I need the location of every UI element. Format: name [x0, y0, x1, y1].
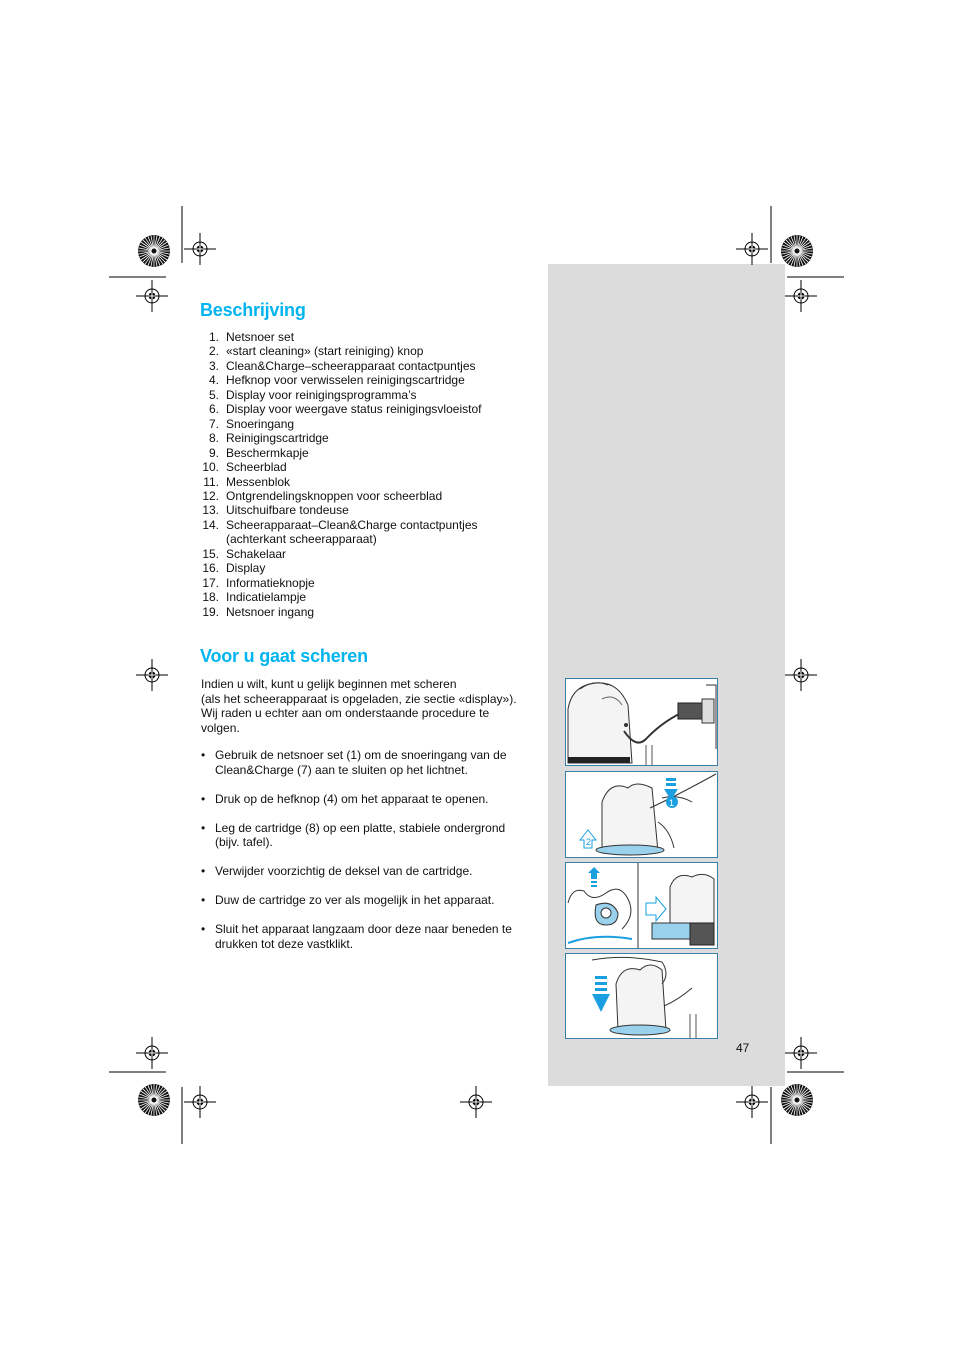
parts-list-item	[200, 402, 481, 416]
instruction-line: • Verwijder voorzichtig de deksel van de cartridge.	[215, 864, 473, 878]
instruction-item	[201, 864, 535, 879]
intro-line: Indien u wilt, kunt u gelijk beginnen met scheren	[201, 677, 457, 691]
instruction-line: Clean&Charge (7) aan te sluiten op het lichtnet.	[215, 762, 468, 777]
instruction-item	[201, 922, 535, 951]
item-number: 18.	[202, 590, 219, 605]
item-text: «start cleaning» (start reiniging) knop	[226, 344, 424, 359]
instruction-line: • Leg de cartridge (8) op een platte, stabiele ondergrond	[215, 820, 506, 835]
step-label-2: 2	[586, 837, 592, 847]
item-text: Schakelaar	[226, 546, 287, 561]
instruction-item	[201, 792, 535, 807]
parts-list-item	[200, 590, 481, 604]
instruction-line: • Duw de cartridge zo ver als mogelijk in het apparaat.	[215, 893, 495, 907]
item-text: Hefknop voor verwisselen reinigingscartridge	[226, 373, 465, 388]
instruction-line: drukken tot deze vastklikt.	[215, 936, 354, 951]
instruction-item	[201, 893, 535, 908]
illustration-close-device	[566, 954, 717, 1038]
illustration-open-device	[566, 772, 717, 857]
parts-list-item	[200, 532, 481, 546]
instruction-line: • Gebruik de netsnoer set (1) om de snoeringang van de	[215, 748, 507, 762]
parts-list-item	[200, 431, 481, 445]
intro-line: (als het scheerapparaat is opgeladen, zie sectie «display»).	[201, 691, 517, 706]
parts-list-item	[200, 373, 481, 387]
item-text: Reinigingscartridge	[226, 431, 329, 446]
item-number: 12.	[202, 488, 219, 503]
item-number: 10.	[202, 460, 219, 475]
item-text: Display voor reinigingsprogramma’s	[226, 387, 417, 402]
item-text: Netsnoer set	[226, 330, 295, 344]
instruction-line: • Sluit het apparaat langzaam door deze naar beneden te	[215, 922, 512, 936]
instruction-item	[201, 821, 535, 850]
figure-close-device	[565, 953, 718, 1039]
item-number: 14.	[202, 517, 219, 532]
instruction-list	[201, 748, 535, 966]
instruction-line: (bijv. tafel).	[215, 835, 273, 849]
item-text: Informatieknopje	[226, 575, 315, 590]
item-number: 1.	[208, 330, 219, 344]
item-number: 19.	[202, 604, 219, 619]
instruction-item	[201, 748, 535, 777]
illustration-connect-cord	[566, 679, 717, 765]
item-text: Indicatielampje	[226, 590, 307, 605]
parts-list-item	[200, 518, 481, 532]
parts-list	[200, 330, 481, 619]
item-text: Clean&Charge–scheerapparaat contactpuntjes	[226, 358, 476, 373]
item-number: 2.	[208, 344, 219, 359]
item-number: 7.	[208, 416, 219, 431]
item-text: Ontgrendelingsknoppen voor scheerblad	[226, 488, 443, 503]
instruction-line: • Druk op de hefknop (4) om het apparaat te openen.	[215, 791, 489, 806]
intro-line: Wij raden u echter aan om onderstaande procedure te	[201, 706, 490, 720]
item-text: Display voor weergave status reinigingsvloeistof	[226, 402, 482, 417]
item-number: 17.	[202, 575, 219, 590]
figure-insert-cartridge	[565, 862, 718, 949]
parts-list-item	[200, 489, 481, 503]
item-number: 9.	[208, 445, 219, 460]
section-title-voor-u-gaat-scheren: Voor u gaat scheren	[200, 646, 368, 666]
parts-list-item	[200, 576, 481, 590]
parts-list-item	[200, 446, 481, 460]
parts-list-item	[200, 344, 481, 358]
item-number: 6.	[208, 402, 219, 417]
page-number: 47	[736, 1041, 750, 1055]
parts-list-item	[200, 417, 481, 431]
illustration-insert-cartridge	[566, 863, 717, 948]
item-number: 8.	[208, 431, 219, 446]
parts-list-item	[200, 561, 481, 575]
item-text: Messenblok	[226, 474, 291, 489]
parts-list-item	[200, 503, 481, 517]
intro-paragraph	[201, 677, 531, 735]
step-label-1: 1	[669, 798, 675, 808]
parts-list-item	[200, 605, 481, 619]
item-number: 5.	[208, 387, 219, 402]
item-text: Scheerapparaat–Clean&Charge contactpuntjes	[226, 517, 478, 532]
parts-list-item	[200, 330, 481, 344]
figure-connect-cord	[565, 678, 718, 766]
item-number: 15.	[202, 546, 219, 561]
parts-list-item	[200, 388, 481, 402]
figure-open-device	[565, 771, 718, 858]
item-text: Netsnoer ingang	[226, 604, 315, 619]
item-number: 3.	[208, 358, 219, 373]
parts-list-item	[200, 460, 481, 474]
item-text: (achterkant scheerapparaat)	[226, 532, 377, 547]
parts-list-item	[200, 475, 481, 489]
intro-line: volgen.	[201, 720, 240, 735]
item-text: Uitschuifbare tondeuse	[226, 503, 349, 518]
item-text: Beschermkapje	[226, 445, 309, 460]
item-text: Display	[226, 561, 266, 576]
item-text: Snoeringang	[226, 416, 295, 431]
parts-list-item	[200, 547, 481, 561]
item-number: 11.	[203, 474, 219, 489]
item-number: 13.	[202, 503, 219, 518]
section-title-beschrijving: Beschrijving	[200, 300, 306, 320]
item-number: 16.	[202, 561, 219, 576]
parts-list-item	[200, 359, 481, 373]
item-number: 4.	[208, 373, 219, 388]
item-text: Scheerblad	[226, 460, 287, 475]
